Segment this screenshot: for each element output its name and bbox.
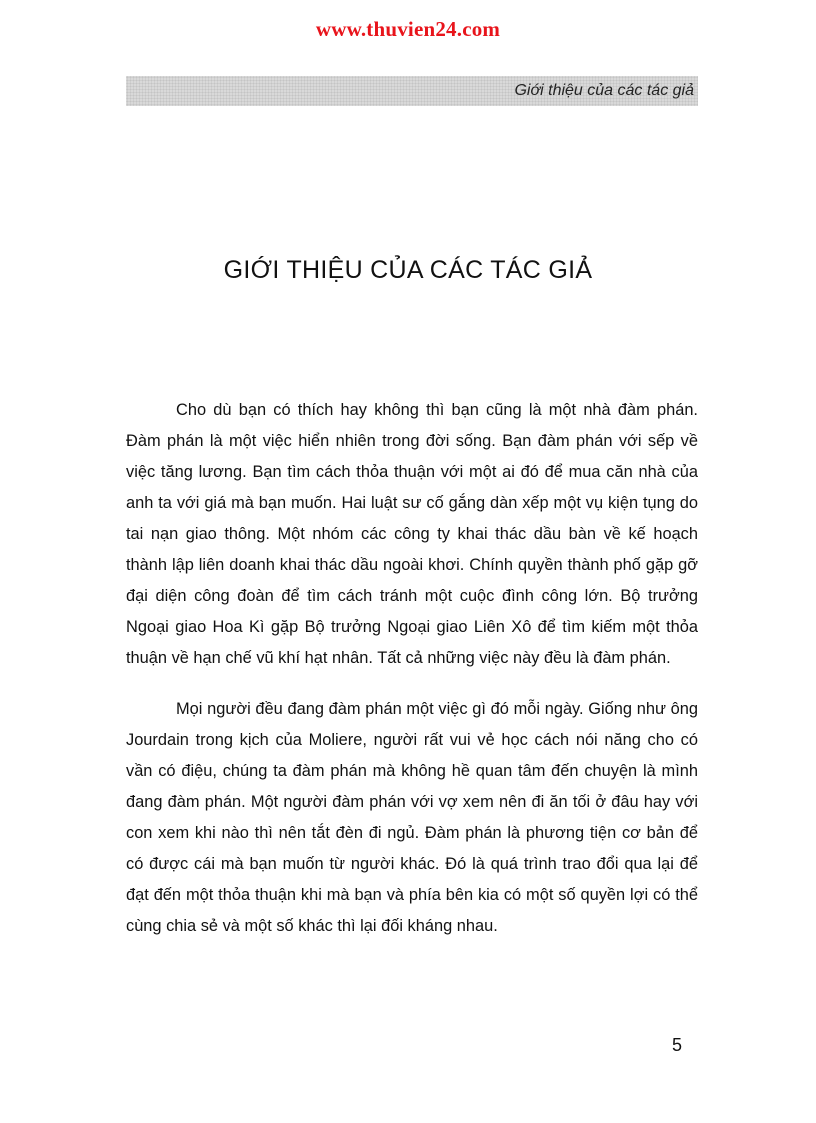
running-header-title: Giới thiệu của các tác giả xyxy=(514,82,694,99)
watermark-link[interactable]: www.thuvien24.com xyxy=(315,17,501,41)
body-text xyxy=(126,395,698,942)
running-header xyxy=(126,76,698,106)
paragraph-2: Mọi người đều đang đàm phán một việc gì đó mỗi ngày. Giống như ông Jourdain trong kịch của Moliere, người rất vui vẻ học cách nói năng cho có vần có điệu, chúng ta đàm phán mà không hề quan tâm đến chuyện là mình đang đàm phán. Một người đàm phán với vợ xem nên đi ăn tối ở đâu hay với con xem khi nào thì nên tắt đèn đi ngủ. Đàm phán là phương tiện cơ bản để có được cái mà bạn muốn từ người khác. Đó là quá trình trao đổi qua lại để đạt đến một thỏa thuận khi mà bạn và phía bên kia có một số quyền lợi có thể cùng chia sẻ và một số khác thì lại đối kháng nhau. xyxy=(126,700,698,935)
paragraph-1: Cho dù bạn có thích hay không thì bạn cũng là một nhà đàm phán. Đàm phán là một việc hiển nhiên trong đời sống. Bạn đàm phán với sếp về việc tăng lương. Bạn tìm cách thỏa thuận với một ai đó để mua căn nhà của anh ta với giá mà bạn muốn. Hai luật sư cố gắng dàn xếp một vụ kiện tụng do tai nạn giao thông. Một nhóm các công ty khai thác dầu bàn về kế hoạch thành lập liên doanh khai thác dầu ngoài khơi. Chính quyền thành phố gặp gỡ đại diện công đoàn để tìm cách tránh một cuộc đình công lớn. Bộ trưởng Ngoại giao Hoa Kì gặp Bộ trưởng Ngoại giao Liên Xô để tìm kiếm một thỏa thuận về hạn chế vũ khí hạt nhân. Tất cả những việc này đều là đàm phán. xyxy=(126,401,698,667)
page-title: GIỚI THIỆU CỦA CÁC TÁC GIẢ xyxy=(223,256,593,284)
page-number: 5 xyxy=(672,1035,683,1055)
